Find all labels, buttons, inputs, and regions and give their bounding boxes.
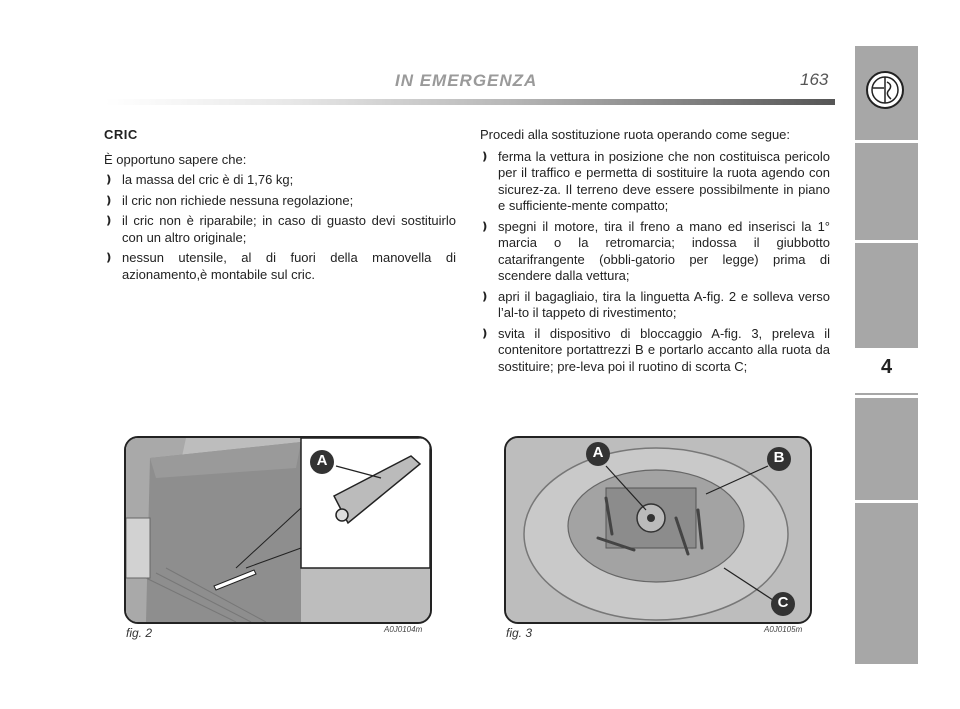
callout-label: A <box>592 444 604 461</box>
list-item: ❫ apri il bagagliaio, tira la linguetta A-fig. 2 e solleva verso l’al-to il tappeto di rivestimento; <box>480 289 830 322</box>
header-rule <box>105 99 835 105</box>
list-item: ❫ spegni il motore, tira il freno a mano ed inserisci la 1° marcia o la retromarcia; indossa il giubbotto catarifrangente (obbli-gatorio per legge) prima di scendere dalla vettura; <box>480 219 830 285</box>
callout-label: C <box>777 594 789 611</box>
trunk-illustration <box>126 438 430 622</box>
procedure-list <box>480 149 830 376</box>
section-intro: È opportuno sapere che: <box>104 151 247 167</box>
chapter-number: 4 <box>880 356 893 378</box>
callout-label: B <box>773 449 785 466</box>
list-item: ❫ ferma la vettura in posizione che non costituisca pericolo per il traffico e permetta di sostituire la ruota agendo con sicurez-za. Il terreno deve essere possibilmente in piano e sufficiente-mente compatto; <box>480 149 830 215</box>
figure-code: A0J0105m <box>764 625 803 634</box>
list-item: ❫ svita il dispositivo di bloccaggio A-fig. 3, preleva il contenitore portattrezzi B e portarlo accanto alla ruota da sostituire; pre-leva poi il ruotino di scorta C; <box>480 326 830 376</box>
list-item: ❫ il cric non è riparabile; in caso di guasto devi sostituirlo con un altro originale; <box>104 213 456 246</box>
tab-divider <box>855 395 918 398</box>
left-column <box>104 127 456 287</box>
callout-label: A <box>316 452 328 469</box>
procedure-intro: Procedi alla sostituzione ruota operando come segue: <box>480 127 791 142</box>
figure-trunk-tab <box>124 436 432 624</box>
figure-spare-wheel <box>504 436 812 624</box>
right-column <box>480 127 830 379</box>
section-title: CRIC <box>104 127 138 142</box>
chapter-title: IN EMERGENZA <box>395 71 538 90</box>
figure-caption: fig. 3 <box>506 626 533 640</box>
list-item: ❫ la massa del cric è di 1,76 kg; <box>104 172 456 189</box>
page-number: 163 <box>800 70 829 89</box>
brand-logo-icon <box>865 70 905 110</box>
list-item: ❫ nessun utensile, al di fuori della manovella di azionamento,è montabile sul cric. <box>104 250 456 283</box>
spare-wheel-illustration <box>506 438 810 622</box>
figure-caption: fig. 2 <box>126 626 153 640</box>
bullet-list <box>104 172 456 283</box>
figure-code: A0J0104m <box>384 625 423 634</box>
tab-divider <box>855 240 918 243</box>
list-item: ❫ il cric non richiede nessuna regolazione; <box>104 193 456 210</box>
tab-divider <box>855 140 918 143</box>
tab-divider <box>855 500 918 503</box>
